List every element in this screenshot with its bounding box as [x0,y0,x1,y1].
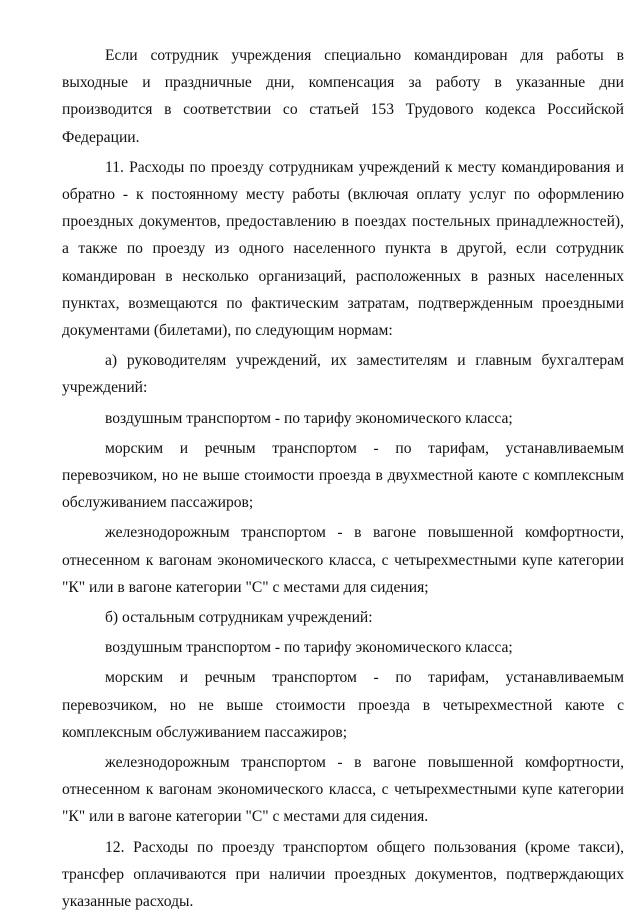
document-body [62,42,624,915]
paragraph-a-managers: а) руководителям учреждений, их заместителям и главным бухгалтерам учреждений: [62,352,624,397]
paragraph-business-trip-weekend-compensation: Если сотрудник учреждения специально командирован для работы в выходные и праздничные дни, компенсация за работу в указанные дни производится в соответствии со статьей 153 Трудового кодекса Российской Федерации. [62,47,624,146]
paragraph-11-travel-expenses: 11. Расходы по проезду сотрудникам учреждений к месту командирования и обратно - к постоянному месту работы (включая оплату услуг по оформлению проездных документов, предоставлению в поездах постельных принадлежностей), а также по проезду из одного населенного пункта в другой, если сотрудник командирован в несколько организаций, расположенных в разных населенных пунктах, возмещаются по фактическим затратам, подтвержденным проездными документами (билетами), по следующим нормам: [62,158,624,340]
paragraph-a-sea-river-transport: морским и речным транспортом - по тарифам, устанавливаемым перевозчиком, но не выше стоимости проезда в двухместной каюте с комплексным обслуживанием пассажиров; [62,439,624,512]
paragraph-b-rail-transport: железнодорожным транспортом - в вагоне повышенной комфортности, отнесенном к вагонам экономического класса, с четырехместными купе категории "К" или в вагоне категории "С" с местами для сидения. [62,754,624,826]
paragraph-a-air-transport: воздушным транспортом - по тарифу экономического класса; [105,409,513,427]
paragraph-a-rail-transport: железнодорожным транспортом - в вагоне повышенной комфортности, отнесенном к вагонам экономического класса, с четырехместными купе категории "К" или в вагоне категории "С" с местами для сидения; [62,524,624,596]
paragraph-b-air-transport: воздушным транспортом - по тарифу экономического класса; [105,639,513,657]
paragraph-b-other-employees: б) остальным сотрудникам учреждений: [105,609,373,627]
paragraph-b-sea-river-transport: морским и речным транспортом - по тарифам, устанавливаемым перевозчиком, но не выше стоимости проезда в четырехместной каюте с комплексным обслуживанием пассажиров; [62,669,624,741]
paragraph-12-public-transport: 12. Расходы по проезду транспортом общего пользования (кроме такси), трансфер оплачиваются при наличии проездных документов, подтверждающих указанные расходы. [62,838,624,911]
